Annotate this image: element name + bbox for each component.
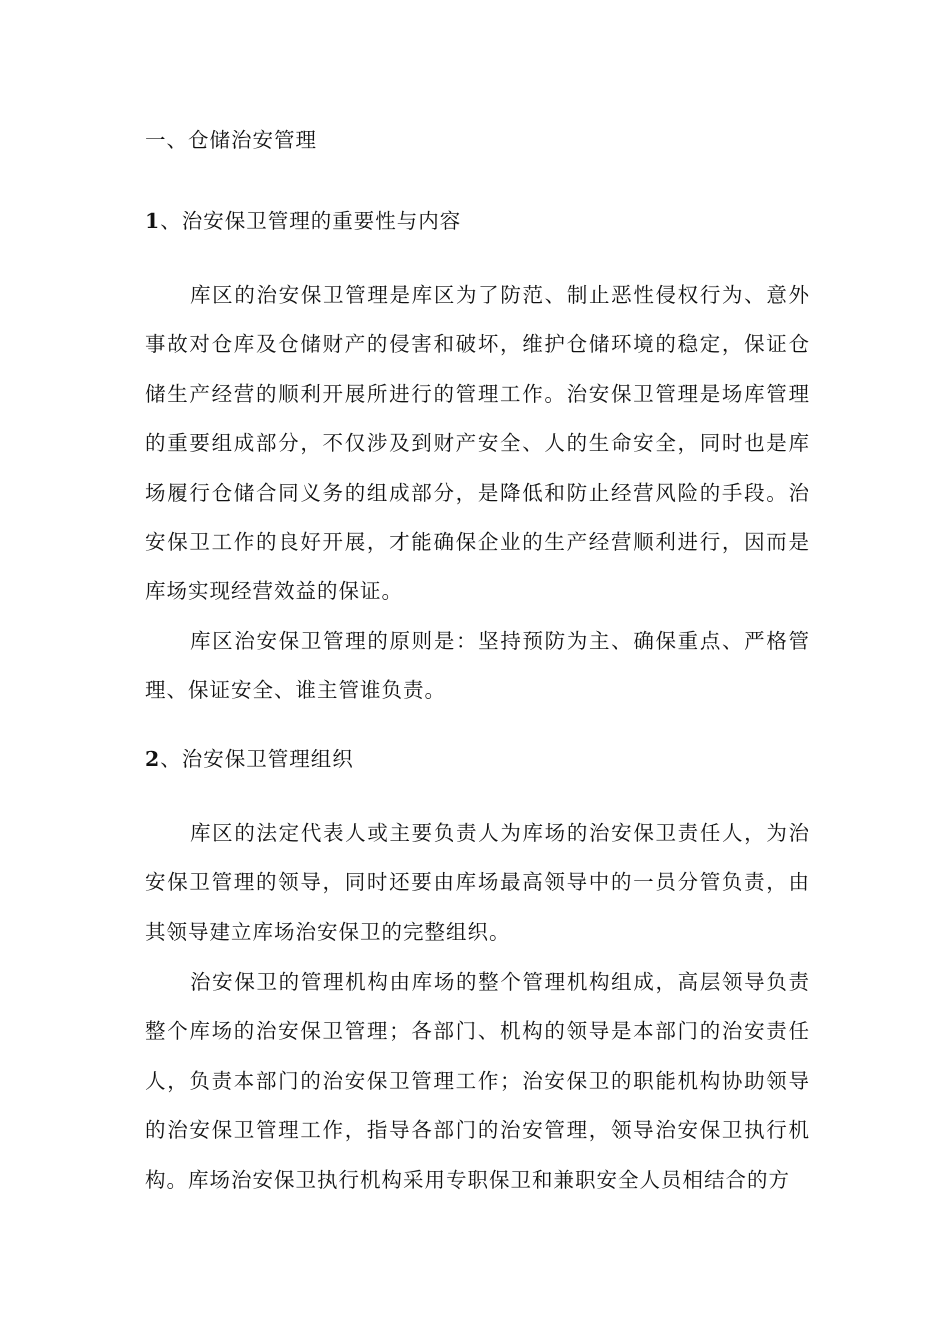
subsection-1-paragraph-2: 库区治安保卫管理的原则是：坚持预防为主、确保重点、严格管理、保证安全、谁主管谁负责。 xyxy=(145,629,810,703)
subsection-1-heading xyxy=(145,206,810,236)
subsection-1-paragraph-1: 库区的治安保卫管理是库区为了防范、制止恶性侵权行为、意外事故对仓库及仓储财产的侵害和破坏，维护仓储环境的稳定，保证仓储生产经营的顺利开展所进行的管理工作。治安保卫管理是场库管理的重要组成部分，不仅涉及到财产安全、人的生命安全，同时也是库场履行仓储合同义务的组成部分，是降低和防止经营风险的手段。治安保卫工作的良好开展，才能确保企业的生产经营顺利进行，因而是库场实现经营效益的保证。 xyxy=(145,283,810,604)
subsection-2-title: 、治安保卫管理组织 xyxy=(160,747,354,771)
subsection-1-number: 1 xyxy=(145,209,161,233)
section-title: 一、仓储治安管理 xyxy=(145,128,317,152)
subsection-2-number: 2 xyxy=(145,747,161,771)
subsection-1-title: 、治安保卫管理的重要性与内容 xyxy=(160,209,462,233)
subsection-2-heading xyxy=(145,744,810,774)
subsection-2-paragraph-1: 库区的法定代表人或主要负责人为库场的治安保卫责任人，为治安保卫管理的领导，同时还要由库场最高领导中的一员分管负责，由其领导建立库场治安保卫的完整组织。 xyxy=(145,821,810,944)
subsection-2-paragraph-2: 治安保卫的管理机构由库场的整个管理机构组成，高层领导负责整个库场的治安保卫管理；各部门、机构的领导是本部门的治安责任人，负责本部门的治安保卫管理工作；治安保卫的职能机构协助领导的治安保卫管理工作，指导各部门的治安管理，领导治安保卫执行机构。库场治安保卫执行机构采用专职保卫和兼职安全人员相结合的方 xyxy=(145,970,810,1192)
